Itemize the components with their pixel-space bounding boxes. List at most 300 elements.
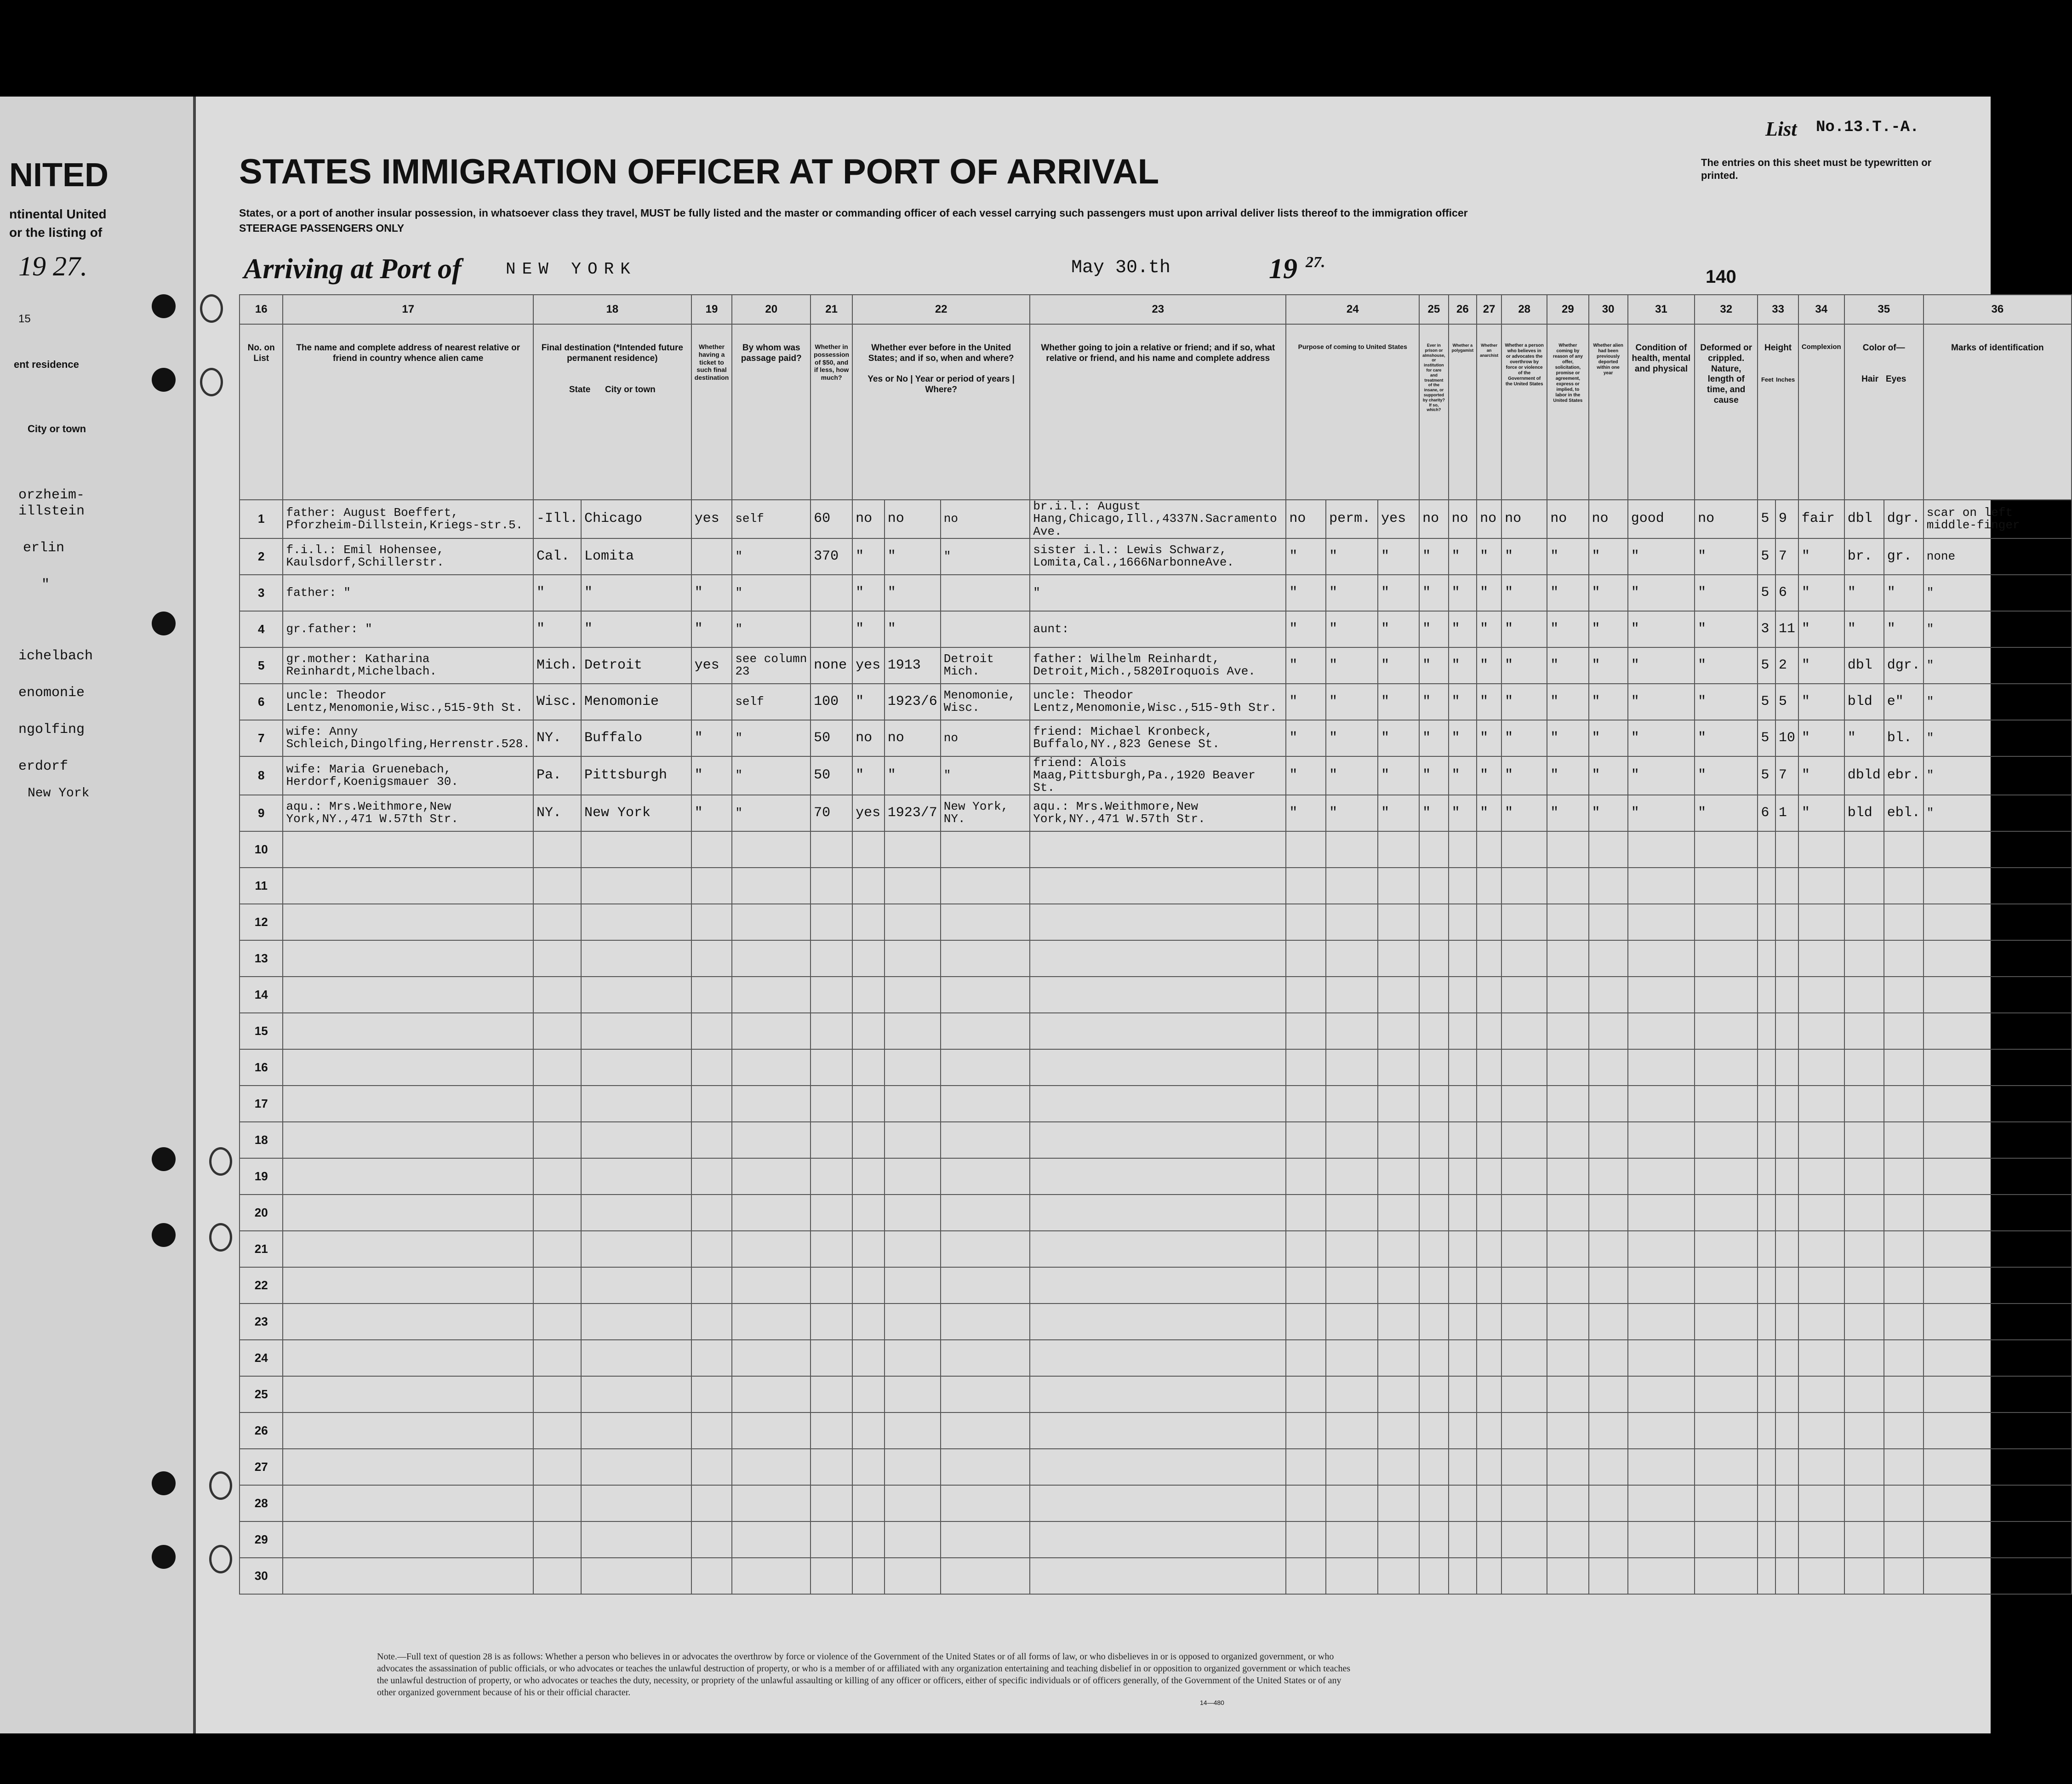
cell-year [885,1049,941,1086]
cell-eyes [1884,868,1924,904]
left-line-1: ntinental United [9,207,107,221]
cell-health: " [1628,647,1695,684]
cell-marks [1924,868,2072,904]
cell-city: Buffalo [581,720,691,756]
cell-health: " [1628,538,1695,575]
cell-year [885,1340,941,1376]
cell-c25 [1419,1122,1449,1158]
cell-c25 [1419,1049,1449,1086]
cell-p1 [1286,1558,1326,1594]
header-color: Color of— Hair Eyes [1844,324,1924,500]
cell-c27 [1477,1086,1501,1122]
cell-eyes [1884,1558,1924,1594]
cell-hair [1844,1013,1884,1049]
column-number: 26 [1449,295,1477,324]
cell-complexion: fair [1798,500,1844,538]
column-number: 36 [1924,295,2072,324]
cell-city [581,1267,691,1304]
binder-hole [152,1223,176,1247]
cell-p1 [1286,1013,1326,1049]
cell-feet: 5 [1758,647,1775,684]
cell-where [941,904,1030,940]
cell-p3 [1378,904,1419,940]
cell-p2 [1326,1558,1378,1594]
cell-before [852,1304,885,1340]
cell-hair [1844,977,1884,1013]
cell-c27 [1477,1304,1501,1340]
cell-c25 [1419,1449,1449,1485]
cell-c28 [1501,1195,1547,1231]
cell-city: Lomita [581,538,691,575]
left-entry: illstein [18,503,85,519]
cell-state [533,977,581,1013]
cell-c27 [1477,1412,1501,1449]
cell-p1 [1286,1049,1326,1086]
cell-c25 [1419,1086,1449,1122]
cell-health [1628,1449,1695,1485]
cell-p3 [1378,1013,1419,1049]
cell-c28 [1501,1558,1547,1594]
cell-p1 [1286,1412,1326,1449]
cell-paid [732,1558,811,1594]
cell-p3: " [1378,720,1419,756]
cell-year [885,904,941,940]
header-c25: Ever in prison or almshouse, or institution for care and treatment of the insane, or supported by charity? If so, which? [1419,324,1449,500]
cell-p3 [1378,831,1419,868]
cell-state: Cal. [533,538,581,575]
table-row [240,940,2072,977]
cell-feet [1758,1158,1775,1195]
cell-complexion [1798,1195,1844,1231]
left-entry: erlin [23,540,65,556]
cell-p2 [1326,1449,1378,1485]
cell-c28 [1501,1340,1547,1376]
cell-city [581,1195,691,1231]
cell-c27: " [1477,575,1501,611]
cell-p3: " [1378,756,1419,795]
cell-state [533,1485,581,1521]
cell-money [811,1449,852,1485]
cell-c27 [1477,1013,1501,1049]
cell-c28 [1501,1485,1547,1521]
cell-paid [732,1086,811,1122]
cell-before [852,1449,885,1485]
cell-marks [1924,1340,2072,1376]
cell-c26 [1449,1122,1477,1158]
cell-marks: scar on left middle-finger [1924,500,2072,538]
header-c28: Whether a person who believes in or advocates the overthrow by force or violence of the Government of the United States [1501,324,1547,500]
cell-health [1628,1158,1695,1195]
cell-p1: " [1286,684,1326,720]
cell-health [1628,1521,1695,1558]
binder-hole [200,294,223,323]
cell-paid [732,904,811,940]
table-row [240,684,2072,720]
table-row [240,500,2072,538]
cell-deformed [1695,1013,1758,1049]
cell-c28: " [1501,647,1547,684]
cell-paid: " [732,720,811,756]
cell-relative: wife: Anny Schleich,Dingolfing,Herrenstr.528. [283,720,533,756]
cell-paid [732,1122,811,1158]
cell-before [852,1485,885,1521]
cell-inches [1775,1412,1798,1449]
cell-ticket [691,1449,732,1485]
cell-p2 [1326,1485,1378,1521]
cell-before [852,1013,885,1049]
cell-complexion: " [1798,538,1844,575]
cell-p1 [1286,868,1326,904]
cell-marks: " [1924,795,2072,831]
subtitle: States, or a port of another insular possession, in whatsoever class they travel, MUST be fully listed and the master or commanding officer of each vessel carrying such passengers must upon arrival deliver lists thereof to the immigration officer [239,207,1468,219]
cell-c29 [1547,1122,1588,1158]
cell-c25 [1419,1485,1449,1521]
table-row [240,1158,2072,1195]
cell-hair [1844,904,1884,940]
cell-before: " [852,684,885,720]
cell-ticket [691,1158,732,1195]
cell-before [852,1376,885,1412]
cell-city: Pittsburgh [581,756,691,795]
cell-c25 [1419,1558,1449,1594]
cell-feet [1758,1340,1775,1376]
cell-p2 [1326,977,1378,1013]
cell-complexion: " [1798,720,1844,756]
cell-deformed [1695,1558,1758,1594]
cell-health [1628,1304,1695,1340]
cell-feet [1758,831,1775,868]
cell-complexion [1798,1158,1844,1195]
cell-p2: perm. [1326,500,1378,538]
cell-p3 [1378,1521,1419,1558]
cell-c30: " [1589,720,1628,756]
sheet-instructions: The entries on this sheet must be typewritten or printed. [1701,157,1932,181]
cell-c30 [1589,1267,1628,1304]
cell-marks [1924,1376,2072,1412]
cell-p1 [1286,1485,1326,1521]
cell-city: Menomonie [581,684,691,720]
cell-inches [1775,1013,1798,1049]
cell-c28 [1501,1449,1547,1485]
cell-p1 [1286,1449,1326,1485]
cell-inches [1775,1485,1798,1521]
cell-feet: 5 [1758,684,1775,720]
cell-marks [1924,1485,2072,1521]
cell-c28 [1501,1267,1547,1304]
table-row [240,1485,2072,1521]
cell-hair: br. [1844,538,1884,575]
cell-p2 [1326,1195,1378,1231]
header-height: Height Feet Inches [1758,324,1798,500]
cell-money: 70 [811,795,852,831]
cell-inches: 2 [1775,647,1798,684]
cell-c29: " [1547,684,1588,720]
cell-deformed [1695,977,1758,1013]
cell-feet [1758,1195,1775,1231]
cell-p2 [1326,868,1378,904]
cell-relative [283,940,533,977]
cell-c30 [1589,1049,1628,1086]
cell-feet [1758,940,1775,977]
cell-paid [732,1013,811,1049]
cell-where [941,1013,1030,1049]
cell-hair [1844,1521,1884,1558]
cell-p2 [1326,1013,1378,1049]
cell-relative [283,1449,533,1485]
column-number: 32 [1695,295,1758,324]
cell-relative [283,1049,533,1086]
cell-p2 [1326,1049,1378,1086]
cell-deformed [1695,1049,1758,1086]
cell-c29: " [1547,611,1588,647]
cell-complexion [1798,904,1844,940]
cell-where [941,1267,1030,1304]
cell-no: 28 [240,1485,283,1521]
cell-joining [1030,1122,1286,1158]
cell-p2 [1326,1340,1378,1376]
cell-city [581,1521,691,1558]
cell-joining [1030,1376,1286,1412]
cell-deformed: " [1695,720,1758,756]
list-label: List [1765,118,1797,140]
cell-c26 [1449,868,1477,904]
cell-eyes [1884,1304,1924,1340]
cell-joining: uncle: Theodor Lentz,Menomonie,Wisc.,515-9th Str. [1030,684,1286,720]
cell-no: 9 [240,795,283,831]
cell-paid [732,977,811,1013]
cell-c25: " [1419,684,1449,720]
cell-ticket: yes [691,500,732,538]
cell-feet [1758,1376,1775,1412]
cell-city [581,1558,691,1594]
header-c27: Whether an anarchist [1477,324,1501,500]
cell-inches [1775,904,1798,940]
cell-before: " [852,611,885,647]
cell-joining [1030,977,1286,1013]
cell-state [533,1449,581,1485]
cell-health [1628,1013,1695,1049]
cell-p1 [1286,1231,1326,1267]
binder-hole [152,612,176,635]
cell-money: 370 [811,538,852,575]
cell-p2 [1326,1267,1378,1304]
cell-where [941,831,1030,868]
cell-feet [1758,977,1775,1013]
cell-where [941,1049,1030,1086]
cell-joining [1030,1158,1286,1195]
cell-p2: " [1326,720,1378,756]
cell-c25 [1419,1158,1449,1195]
cell-joining [1030,831,1286,868]
header-paid: By whom was passage paid? [732,324,811,500]
table-row [240,720,2072,756]
cell-p1: " [1286,538,1326,575]
cell-hair [1844,1449,1884,1485]
cell-c26 [1449,1304,1477,1340]
cell-c27 [1477,904,1501,940]
cell-relative [283,1231,533,1267]
cell-state [533,1340,581,1376]
cell-state [533,1267,581,1304]
cell-paid [732,1049,811,1086]
cell-relative: father: August Boeffert, Pforzheim-Dillstein,Kriegs-str.5. [283,500,533,538]
cell-no: 13 [240,940,283,977]
cell-p3: yes [1378,500,1419,538]
cell-c27: " [1477,720,1501,756]
cell-before: " [852,756,885,795]
cell-feet [1758,1449,1775,1485]
cell-c30 [1589,1558,1628,1594]
cell-feet [1758,1231,1775,1267]
table-row [240,1412,2072,1449]
cell-health: " [1628,575,1695,611]
cell-where [941,1340,1030,1376]
cell-marks: " [1924,720,2072,756]
cell-inches [1775,1049,1798,1086]
cell-c28 [1501,1158,1547,1195]
cell-c26 [1449,1231,1477,1267]
cell-money [811,1558,852,1594]
cell-state [533,1521,581,1558]
cell-eyes [1884,1412,1924,1449]
cell-eyes: ebr. [1884,756,1924,795]
arriving-label: Arriving at Port of [244,253,462,285]
column-number: 35 [1844,295,1924,324]
cell-year [885,1013,941,1049]
cell-city [581,1412,691,1449]
header-deformed: Deformed or crippled. Nature, length of time, and cause [1695,324,1758,500]
cell-state: Wisc. [533,684,581,720]
cell-c26 [1449,1086,1477,1122]
cell-c25 [1419,831,1449,868]
cell-year: " [885,538,941,575]
cell-c26 [1449,1049,1477,1086]
cell-p1 [1286,1267,1326,1304]
cell-before: " [852,575,885,611]
cell-hair: bld [1844,795,1884,831]
cell-where [941,1122,1030,1158]
table-row [240,1013,2072,1049]
cell-joining [1030,1013,1286,1049]
cell-year [885,1449,941,1485]
table-row [240,647,2072,684]
cell-p2 [1326,1521,1378,1558]
cell-complexion [1798,1521,1844,1558]
cell-joining [1030,1086,1286,1122]
cell-where [941,1449,1030,1485]
cell-relative [283,1195,533,1231]
cell-eyes [1884,940,1924,977]
cell-state [533,1158,581,1195]
cell-no: 19 [240,1158,283,1195]
cell-year: " [885,611,941,647]
cell-c25 [1419,1231,1449,1267]
form-number: 14—480 [1200,1699,1224,1706]
cell-p2 [1326,1086,1378,1122]
cell-feet [1758,1049,1775,1086]
cell-year [885,977,941,1013]
cell-relative: wife: Maria Gruenebach, Herdorf,Koenigsmauer 30. [283,756,533,795]
cell-c29: " [1547,538,1588,575]
cell-ticket [691,1376,732,1412]
cell-paid [732,1195,811,1231]
left-year: 19 27. [18,251,87,281]
cell-state: -Ill. [533,500,581,538]
cell-c28 [1501,1376,1547,1412]
cell-p1 [1286,940,1326,977]
cell-hair [1844,1049,1884,1086]
cell-eyes: " [1884,575,1924,611]
cell-deformed [1695,1376,1758,1412]
cell-joining [1030,1049,1286,1086]
cell-c30 [1589,1122,1628,1158]
cell-deformed: " [1695,795,1758,831]
cell-inches: 11 [1775,611,1798,647]
cell-c25: " [1419,611,1449,647]
table-row [240,1340,2072,1376]
cell-p2: " [1326,575,1378,611]
column-number: 19 [691,295,732,324]
cell-no: 15 [240,1013,283,1049]
column-number: 29 [1547,295,1588,324]
cell-eyes [1884,1485,1924,1521]
cell-joining [1030,1485,1286,1521]
cell-eyes [1884,1231,1924,1267]
cell-c27 [1477,1521,1501,1558]
header-health: Condition of health, mental and physical [1628,324,1695,500]
cell-inches [1775,1340,1798,1376]
cell-c29 [1547,1231,1588,1267]
cell-c29 [1547,1485,1588,1521]
cell-c27 [1477,1449,1501,1485]
cell-hair [1844,831,1884,868]
cell-inches [1775,1304,1798,1340]
cell-eyes [1884,1122,1924,1158]
cell-where [941,1304,1030,1340]
cell-feet [1758,1086,1775,1122]
cell-no: 12 [240,904,283,940]
cell-eyes [1884,831,1924,868]
left-entry: New York [28,786,90,801]
cell-inches [1775,1195,1798,1231]
cell-c28: " [1501,611,1547,647]
table-row [240,1304,2072,1340]
cell-eyes [1884,1267,1924,1304]
cell-relative [283,831,533,868]
cell-where [941,1412,1030,1449]
cell-money [811,1304,852,1340]
cell-inches [1775,1558,1798,1594]
cell-p3 [1378,1158,1419,1195]
cell-year [885,1086,941,1122]
cell-ticket [691,977,732,1013]
cell-deformed [1695,1485,1758,1521]
cell-where [941,1521,1030,1558]
cell-money [811,1231,852,1267]
cell-where [941,1558,1030,1594]
left-line-2: or the listing of [9,225,103,240]
cell-relative [283,1267,533,1304]
cell-eyes [1884,1086,1924,1122]
cell-hair [1844,1158,1884,1195]
cell-eyes [1884,1376,1924,1412]
cell-deformed [1695,1122,1758,1158]
cell-money [811,831,852,868]
cell-c28: " [1501,720,1547,756]
cell-city [581,1340,691,1376]
cell-no: 7 [240,720,283,756]
cell-c29 [1547,904,1588,940]
